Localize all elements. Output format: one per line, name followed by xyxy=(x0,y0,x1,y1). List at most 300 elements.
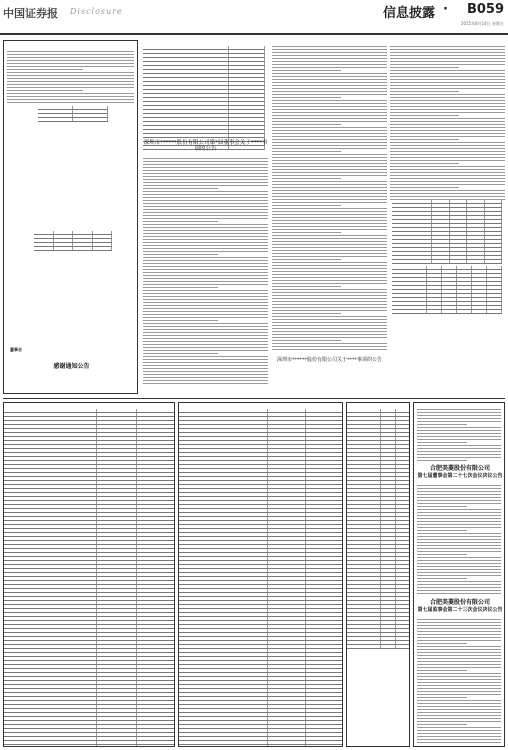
text-line xyxy=(417,488,501,489)
text-line xyxy=(143,227,268,228)
text-line xyxy=(143,170,268,171)
text-line xyxy=(272,148,387,149)
text-line xyxy=(390,55,505,56)
text-line xyxy=(272,337,387,338)
text-line xyxy=(272,241,387,242)
text-line xyxy=(143,293,268,294)
text-line xyxy=(272,151,341,152)
top-right-table-2 xyxy=(392,266,502,314)
text-line xyxy=(272,346,387,347)
text-line xyxy=(272,55,387,56)
text-line xyxy=(272,181,387,182)
right-headline-board-resolution: 第七届董事会第二十七次会议决议公告 xyxy=(417,473,503,479)
text-line xyxy=(272,82,387,83)
text-line xyxy=(417,739,501,740)
text-line xyxy=(272,88,387,89)
top-right-table xyxy=(392,200,502,264)
text-line xyxy=(143,281,268,282)
text-line xyxy=(390,85,505,86)
text-line xyxy=(272,46,387,47)
table-row xyxy=(347,645,410,649)
text-line xyxy=(272,289,387,290)
text-line xyxy=(272,91,387,92)
text-line xyxy=(417,500,501,501)
text-line xyxy=(390,181,505,182)
text-line xyxy=(143,350,268,351)
text-line xyxy=(272,247,387,248)
text-line xyxy=(7,57,134,58)
text-line xyxy=(272,196,387,197)
text-line xyxy=(417,536,501,537)
text-line xyxy=(272,349,387,350)
text-line xyxy=(143,260,268,261)
text-line xyxy=(417,554,467,555)
text-line xyxy=(417,688,501,689)
text-line xyxy=(417,703,501,704)
text-line xyxy=(272,319,387,320)
text-line xyxy=(272,136,387,137)
text-line xyxy=(417,682,501,683)
text-line xyxy=(272,109,387,110)
text-line xyxy=(417,631,501,632)
text-line xyxy=(272,253,387,254)
text-line xyxy=(272,172,387,173)
text-line xyxy=(417,421,501,422)
text-line xyxy=(7,54,134,55)
text-line xyxy=(143,347,268,348)
text-line xyxy=(417,518,501,519)
article-text-lines xyxy=(4,49,137,103)
text-line xyxy=(272,73,387,74)
text-line xyxy=(7,90,83,91)
text-line xyxy=(272,106,387,107)
text-line xyxy=(7,63,134,64)
text-line xyxy=(390,124,505,125)
text-line xyxy=(272,343,387,344)
text-line xyxy=(417,643,467,644)
text-line xyxy=(7,66,134,67)
text-line xyxy=(417,548,501,549)
text-line xyxy=(390,151,505,152)
text-line xyxy=(390,112,505,113)
text-line xyxy=(417,521,501,522)
text-line xyxy=(143,356,268,357)
text-line xyxy=(143,218,268,219)
text-line xyxy=(272,127,387,128)
text-line xyxy=(143,320,218,321)
text-line xyxy=(390,142,505,143)
text-line xyxy=(390,166,505,167)
text-line xyxy=(272,79,387,80)
text-line xyxy=(272,157,387,158)
text-line xyxy=(390,187,459,188)
text-line xyxy=(272,52,387,53)
text-line xyxy=(143,329,268,330)
text-line xyxy=(7,75,134,76)
text-line xyxy=(272,274,387,275)
text-line xyxy=(143,194,268,195)
text-line xyxy=(390,139,459,140)
text-line xyxy=(417,424,467,425)
text-line xyxy=(272,298,387,299)
text-line xyxy=(143,257,268,258)
text-line xyxy=(272,250,387,251)
text-line xyxy=(272,259,341,260)
text-line xyxy=(390,184,505,185)
text-line xyxy=(390,76,505,77)
bottom-right-announcements xyxy=(413,402,505,747)
text-line xyxy=(417,587,501,588)
text-line xyxy=(143,233,268,234)
text-line xyxy=(417,569,501,570)
text-line xyxy=(143,368,268,369)
text-line xyxy=(272,286,341,287)
text-line xyxy=(272,205,341,206)
text-line xyxy=(143,191,268,192)
text-line xyxy=(272,154,387,155)
text-line xyxy=(390,160,505,161)
text-line xyxy=(272,208,387,209)
text-line xyxy=(7,51,134,52)
left-signature: 董事会 xyxy=(10,347,22,352)
text-line xyxy=(272,178,341,179)
text-line xyxy=(417,679,501,680)
text-line xyxy=(390,118,505,119)
text-line xyxy=(272,280,387,281)
text-line xyxy=(417,485,501,486)
text-line xyxy=(272,133,387,134)
text-line xyxy=(390,91,459,92)
text-line xyxy=(7,81,134,82)
text-line xyxy=(272,142,387,143)
text-line xyxy=(7,84,134,85)
text-line xyxy=(272,121,387,122)
text-line xyxy=(390,61,505,62)
text-line xyxy=(417,736,501,737)
text-line xyxy=(417,676,501,677)
article-text-lines xyxy=(390,44,505,200)
table-row xyxy=(179,745,343,747)
text-line xyxy=(143,326,268,327)
top-left-table xyxy=(38,106,108,122)
text-line xyxy=(417,727,501,728)
text-line xyxy=(390,52,505,53)
text-line xyxy=(272,292,387,293)
text-line xyxy=(272,301,387,302)
text-line xyxy=(417,445,501,446)
text-line xyxy=(143,314,268,315)
text-line xyxy=(143,311,268,312)
text-line xyxy=(143,332,268,333)
text-line xyxy=(143,239,268,240)
middle-bottom-headline: 深圳市******股份有限公司关于****事项的公告 xyxy=(276,357,382,363)
text-line xyxy=(272,340,341,341)
text-line xyxy=(417,634,501,635)
text-line xyxy=(417,646,501,647)
text-line xyxy=(390,106,505,107)
text-line xyxy=(143,359,268,360)
text-line xyxy=(417,557,501,558)
text-line xyxy=(272,169,387,170)
text-line xyxy=(272,184,387,185)
text-line xyxy=(143,221,218,222)
text-line xyxy=(272,238,387,239)
left-notice-title: 感谢通知公告 xyxy=(53,363,90,370)
text-line xyxy=(417,661,501,662)
text-line xyxy=(143,209,268,210)
text-line xyxy=(417,524,501,525)
text-line xyxy=(390,79,505,80)
text-line xyxy=(417,625,501,626)
text-line xyxy=(417,409,501,410)
text-line xyxy=(417,724,467,725)
text-line xyxy=(417,460,467,461)
text-line xyxy=(143,335,268,336)
text-line xyxy=(272,67,387,68)
text-line xyxy=(272,70,341,71)
text-line xyxy=(143,212,268,213)
text-line xyxy=(417,533,501,534)
text-line xyxy=(417,709,501,710)
text-line xyxy=(272,283,387,284)
text-line xyxy=(272,61,387,62)
text-line xyxy=(272,271,387,272)
text-line xyxy=(143,248,268,249)
text-line xyxy=(7,69,83,70)
text-line xyxy=(417,542,501,543)
text-line xyxy=(272,223,387,224)
text-line xyxy=(272,331,387,332)
text-line xyxy=(272,316,387,317)
text-line xyxy=(272,265,387,266)
top-right-article xyxy=(390,40,505,394)
text-line xyxy=(417,575,501,576)
text-line xyxy=(272,313,341,314)
text-line xyxy=(143,203,268,204)
text-line xyxy=(417,509,501,510)
text-line xyxy=(272,64,387,65)
section-title: 信息披露 xyxy=(382,6,435,21)
text-line xyxy=(143,236,268,237)
text-line xyxy=(417,742,501,743)
text-line xyxy=(417,691,501,692)
text-line xyxy=(272,322,387,323)
text-line xyxy=(7,99,134,100)
text-line xyxy=(272,160,387,161)
text-line xyxy=(390,58,505,59)
text-line xyxy=(272,226,387,227)
text-line xyxy=(143,323,268,324)
text-line xyxy=(143,188,218,189)
text-line xyxy=(272,268,387,269)
text-line xyxy=(143,167,268,168)
text-line xyxy=(390,175,505,176)
text-line xyxy=(417,442,467,443)
text-line xyxy=(417,545,501,546)
text-line xyxy=(272,145,387,146)
section-english: Disclosure xyxy=(70,7,123,16)
text-line xyxy=(417,685,501,686)
text-line xyxy=(390,67,459,68)
text-line xyxy=(272,163,387,164)
text-line xyxy=(417,733,501,734)
article-text-lines xyxy=(143,156,268,384)
text-line xyxy=(417,584,501,585)
text-line xyxy=(272,76,387,77)
text-line xyxy=(143,200,268,201)
text-line xyxy=(417,667,501,668)
text-line xyxy=(417,593,501,594)
page-divider xyxy=(3,398,505,399)
text-line xyxy=(390,103,505,104)
text-line xyxy=(7,87,134,88)
text-line xyxy=(272,295,387,296)
text-line xyxy=(143,182,268,183)
text-line xyxy=(143,371,268,372)
text-line xyxy=(417,658,501,659)
article-text-lines xyxy=(414,407,504,461)
text-line xyxy=(143,176,268,177)
text-line xyxy=(143,353,218,354)
text-line xyxy=(143,305,268,306)
text-line xyxy=(417,427,501,428)
text-line xyxy=(417,712,501,713)
text-line xyxy=(390,115,459,116)
middle-table xyxy=(143,46,265,150)
text-line xyxy=(143,173,268,174)
text-line xyxy=(272,115,387,116)
newspaper-brand: 中国证券报 xyxy=(3,7,58,20)
article-text-lines xyxy=(414,483,504,594)
text-line xyxy=(272,190,387,191)
text-line xyxy=(390,73,505,74)
text-line xyxy=(143,362,268,363)
text-line xyxy=(272,325,387,326)
text-line xyxy=(417,430,501,431)
text-line xyxy=(417,454,501,455)
text-line xyxy=(272,229,387,230)
text-line xyxy=(272,202,387,203)
text-line xyxy=(417,563,501,564)
text-line xyxy=(390,127,505,128)
text-line xyxy=(143,308,268,309)
bottom-left-financial-table xyxy=(3,402,175,747)
text-line xyxy=(390,136,505,137)
table-row xyxy=(392,310,502,314)
text-line xyxy=(417,412,501,413)
text-line xyxy=(272,193,387,194)
text-line xyxy=(143,299,268,300)
text-line xyxy=(417,697,467,698)
text-line xyxy=(143,377,268,378)
text-line xyxy=(390,148,505,149)
text-line xyxy=(272,220,387,221)
text-line xyxy=(7,93,134,94)
text-line xyxy=(417,506,467,507)
text-line xyxy=(143,158,268,159)
text-line xyxy=(143,251,268,252)
text-line xyxy=(7,72,134,73)
text-line xyxy=(143,161,268,162)
text-line xyxy=(7,102,134,103)
top-middle-article xyxy=(143,40,268,394)
table-row xyxy=(392,260,502,264)
text-line xyxy=(272,277,387,278)
text-line xyxy=(417,721,501,722)
text-line xyxy=(143,254,218,255)
text-line xyxy=(7,96,134,97)
text-line xyxy=(417,539,501,540)
text-line xyxy=(417,436,501,437)
text-line xyxy=(143,374,268,375)
text-line xyxy=(417,527,501,528)
text-line xyxy=(417,515,501,516)
text-line xyxy=(272,85,387,86)
text-line xyxy=(143,275,268,276)
text-line xyxy=(417,491,501,492)
text-line xyxy=(417,418,501,419)
text-line xyxy=(7,60,134,61)
text-line xyxy=(417,706,501,707)
text-line xyxy=(390,130,505,131)
text-line xyxy=(143,269,268,270)
text-line xyxy=(272,235,387,236)
text-line xyxy=(143,206,268,207)
text-line xyxy=(272,262,387,263)
table-row xyxy=(4,745,175,747)
text-line xyxy=(417,503,501,504)
middle-headline: 深圳市******股份有限公司第*届董事会关于****事项的公告 xyxy=(143,140,268,152)
text-line xyxy=(417,497,501,498)
right-headline-supervisor-resolution: 第七届监事会第二十三次会议决议公告 xyxy=(417,607,503,613)
text-line xyxy=(143,164,268,165)
text-line xyxy=(143,338,268,339)
text-line xyxy=(272,307,387,308)
text-line xyxy=(390,172,505,173)
text-line xyxy=(390,82,505,83)
text-line xyxy=(272,112,387,113)
text-line xyxy=(390,133,505,134)
text-line xyxy=(417,581,501,582)
top-center-right-article xyxy=(272,40,387,394)
text-line xyxy=(272,328,387,329)
text-line xyxy=(143,317,268,318)
text-line xyxy=(417,494,501,495)
text-line xyxy=(390,88,505,89)
text-line xyxy=(390,163,459,164)
text-line xyxy=(272,130,387,131)
top-left-article xyxy=(3,40,138,394)
text-line xyxy=(417,439,501,440)
text-line xyxy=(417,560,501,561)
bottom-middle-financial-table xyxy=(178,402,343,747)
text-line xyxy=(272,244,387,245)
text-line xyxy=(417,637,501,638)
text-line xyxy=(143,242,268,243)
text-line xyxy=(417,457,501,458)
text-line xyxy=(417,649,501,650)
text-line xyxy=(143,230,268,231)
text-line xyxy=(272,334,387,335)
text-line xyxy=(417,566,501,567)
text-line xyxy=(272,232,341,233)
text-line xyxy=(417,718,501,719)
title-separator: · xyxy=(443,2,448,17)
text-line xyxy=(417,730,501,731)
text-line xyxy=(417,619,501,620)
text-line xyxy=(417,448,501,449)
text-line xyxy=(390,70,505,71)
